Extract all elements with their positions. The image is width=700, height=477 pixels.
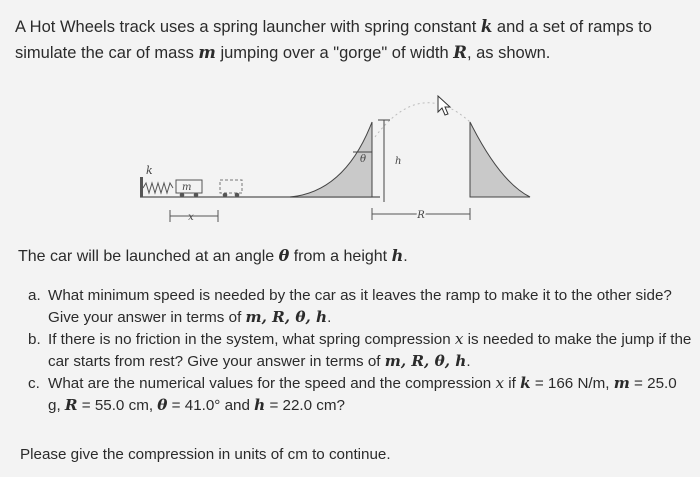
label-h: h [395,156,402,167]
var-R: R [453,43,467,62]
diagram-svg [140,82,560,232]
cursor-icon [438,96,450,115]
question-list [28,285,693,417]
var-m: m [198,43,216,62]
launch-statement: The car will be launched at an angle θ from a height h. [18,246,408,265]
var-theta: θ [278,246,290,265]
question-b: b. If there is no friction in the system, what spring compression x is needed to make the jump if the car starts from rest? Give your answer in terms of m, R, θ, h. [28,330,692,370]
var-h: h [391,246,404,265]
label-k: k [146,164,153,177]
car-launched-icon [220,180,242,197]
track-diagram [140,82,560,232]
problem-intro: A Hot Wheels track uses a spring launcher with spring constant k and a set of ramps to simulate the car of mass m jumping over a "gorge" of width R, as shown. [15,17,652,62]
var-k: k [480,17,493,36]
spring-icon [143,183,173,193]
label-R: R [417,210,425,221]
label-m: m [182,182,192,193]
launcher-wall [140,177,143,197]
question-c: c. What are the numerical values for the speed and the compression x if k = 166 N/m, m = 25.0 g, R = 55.0 cm, θ = 41.0° and h = 22.0 cm? [28,374,677,414]
answer-prompt: Please give the compression in units of cm to continue. [20,446,391,463]
landing-ramp [470,122,530,197]
label-x: x [188,212,194,223]
label-theta: θ [360,154,367,165]
question-a: a. What minimum speed is needed by the car as it leaves the ramp to make it to the other side? Give your answer in terms of m, R, θ, h. [28,287,672,326]
